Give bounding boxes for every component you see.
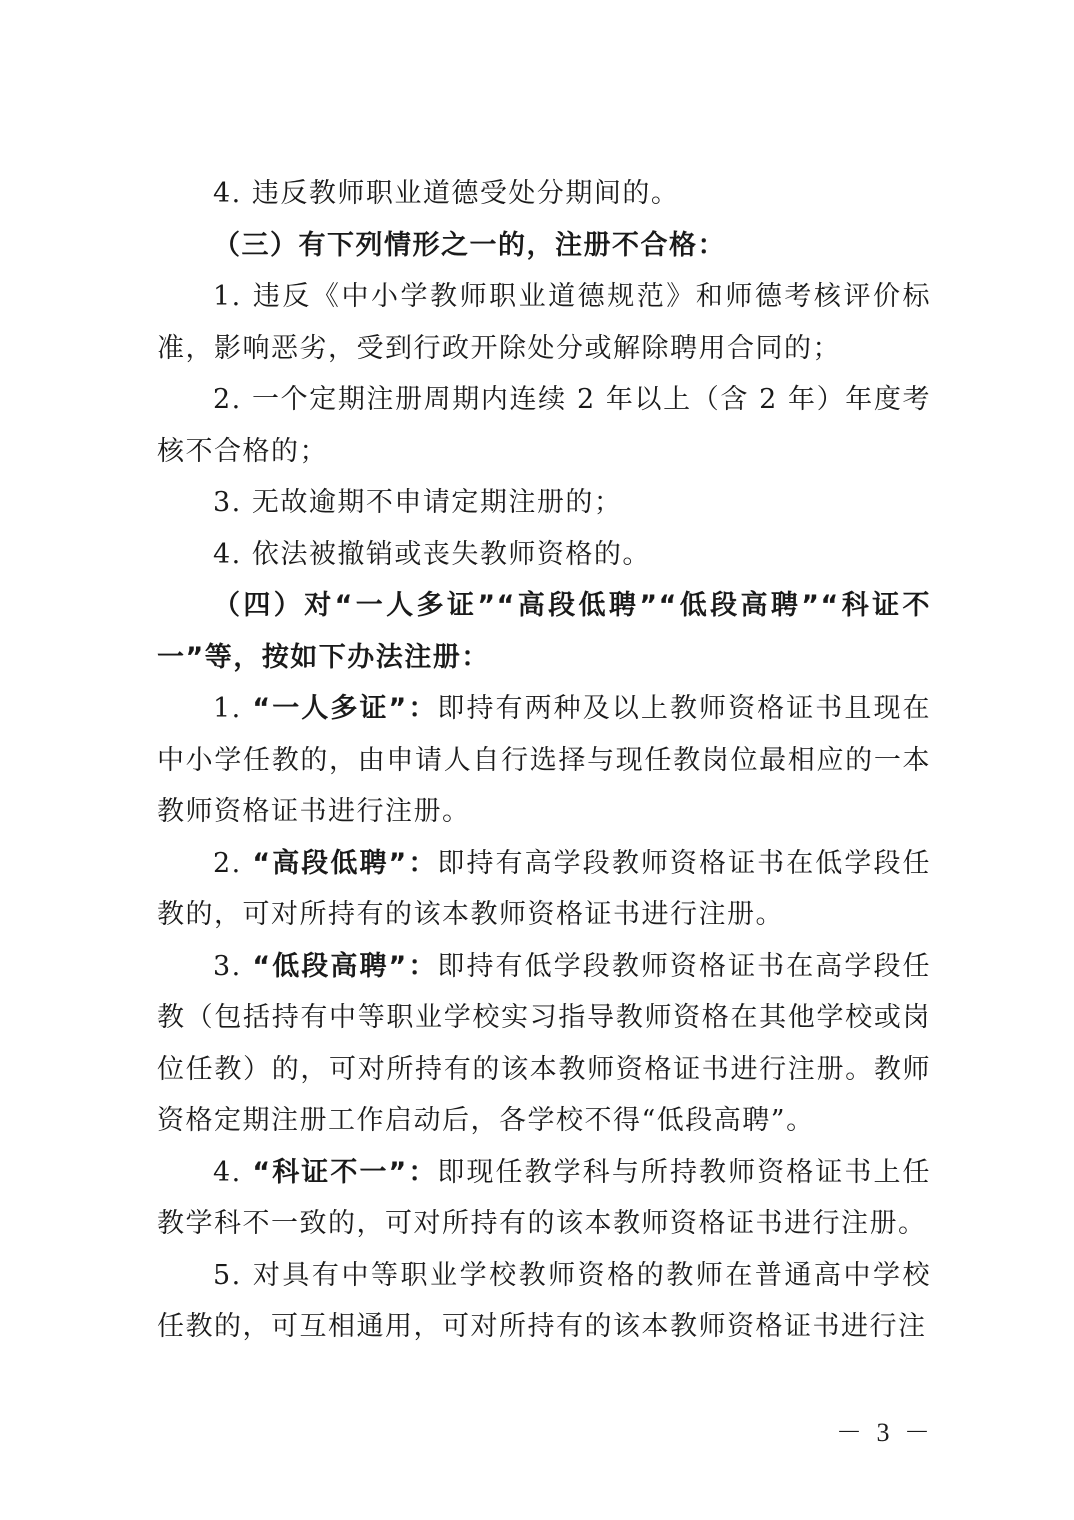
paragraph-item-3-overdue: 3. 无故逾期不申请定期注册的； [213,487,623,518]
paragraph-vocational-cert: 5. 对具有中等职业学校教师资格的教师在普通高中学校任教的，可互相通用，可对所持有的该本教师资格证书进行注 [157,1259,931,1342]
paragraph-one-person-multi-cert [157,683,931,838]
item-number: 1. [213,693,253,724]
item-number: 4. [213,1156,253,1188]
paragraph-subject-mismatch [157,1147,931,1250]
term-definition: 即持有高学段教师资格证书在低学段任教的，可对所持有的该本教师资格证书进行注册。 [157,847,932,930]
document-body [157,168,931,1353]
paragraph-item-1-ethics: 1. 违反《中小学教师职业道德规范》和师德考核评价标准，影响恶劣，受到行政开除处分或解除聘用合同的； [157,281,931,364]
paragraph-item-4-violation: 4. 违反教师职业道德受处分期间的。 [213,178,680,209]
term-high-cert-low-post: “高段低聘”： [252,847,438,879]
term-subject-mismatch: “科证不一”： [252,1156,438,1188]
paragraph-high-cert-low-post [157,838,931,941]
paragraph-item-4-revoked: 4. 依法被撤销或丧失教师资格的。 [213,538,651,570]
term-definition: 即持有低学段教师资格证书在高学段任教（包括持有中等职业学校实习指导教师资格在其他学校或岗位任教）的，可对所持有的该本教师资格证书进行注册。教师资格定期注册工作启动后，各学校不得“低段高聘”。 [157,950,932,1136]
term-definition: 即持有两种及以上教师资格证书且现在中小学任教的，由申请人自行选择与现任教岗位最相应的一本教师资格证书进行注册。 [157,693,932,827]
paragraph-item-2-assessment: 2. 一个定期注册周期内连续 2 年以上（含 2 年）年度考核不合格的； [157,384,931,467]
page-number: － 3 － [835,1418,934,1447]
item-number: 3. [213,950,253,982]
term-definition: 即现任教学科与所持教师资格证书上任教学科不一致的，可对所持有的该本教师资格证书进行注册。 [157,1156,932,1239]
term-one-person-multi-cert: “一人多证”： [252,693,438,724]
term-low-cert-high-post: “低段高聘”： [252,950,438,982]
section-heading-4: （四）对“一人多证”“高段低聘”“低段高聘”“科证不一”等，按如下办法注册： [157,590,931,673]
paragraph-low-cert-high-post [157,941,931,1147]
item-number: 2. [213,847,253,879]
section-heading-3: （三）有下列情形之一的，注册不合格： [213,229,726,261]
